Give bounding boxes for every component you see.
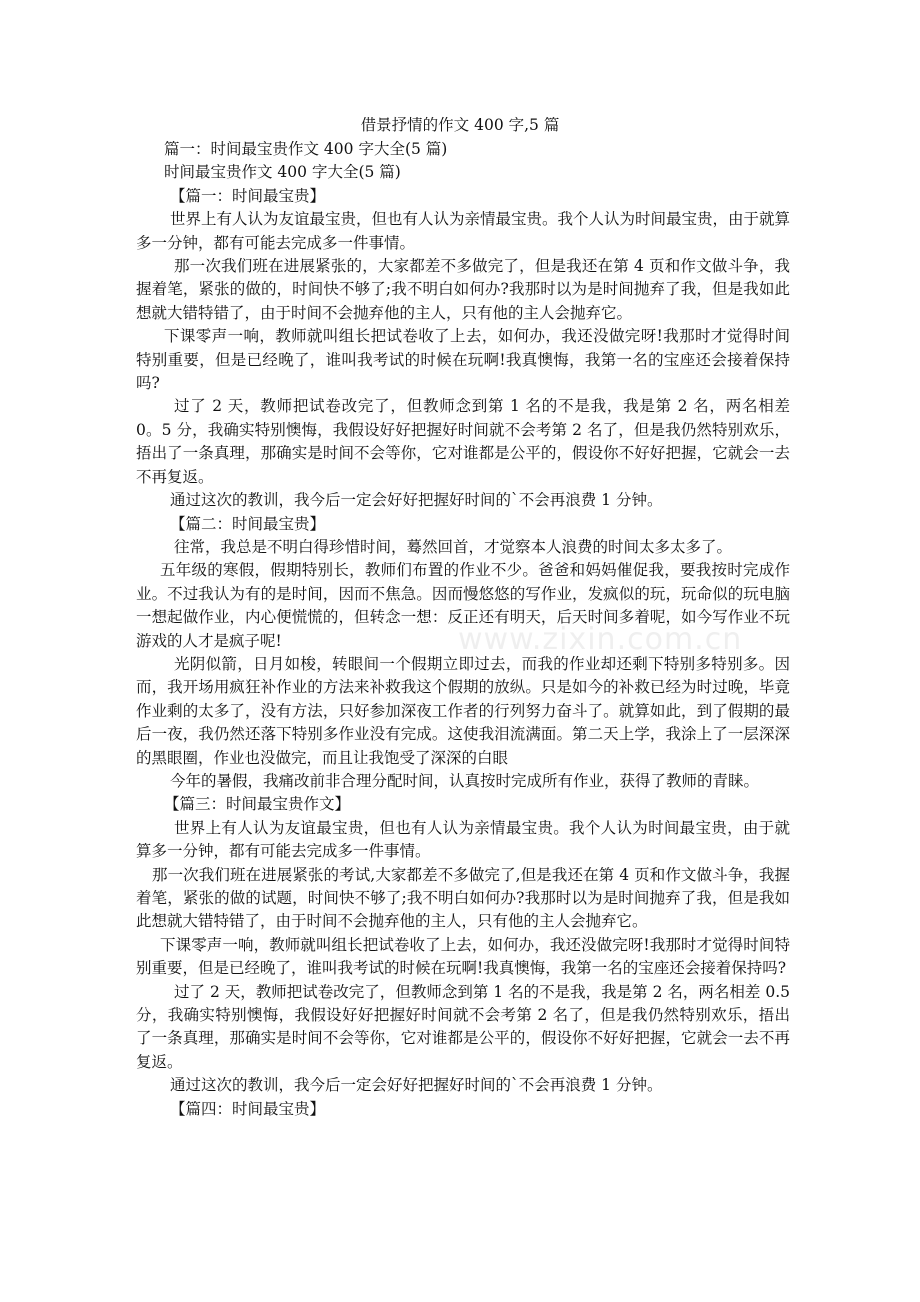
watermark-text: www.zixin.com.cn [458, 622, 743, 657]
section-heading: 篇一：时间最宝贵作文 400 字大全(5 篇) [164, 140, 448, 158]
paragraph: 今年的暑假，我痛改前非合理分配时间，认真按时完成所有作业，获得了教师的青睐。 [170, 771, 760, 790]
paragraph: 通过这次的教训，我今后一定会好好把握好时间的`不会再浪费 1 分钟。 [170, 491, 663, 510]
article-heading: 【篇四：时间最宝贵】 [170, 1099, 326, 1118]
article-heading: 【篇一：时间最宝贵】 [170, 186, 326, 205]
paragraph: 往常，我总是不明白得珍惜时间，蓦然回首，才觉察本人浪费的时间太多太多了。 [174, 537, 733, 556]
paragraph: 那一次我们班在进展紧张的考试,大家都差不多做完了,但是我还在第 4 页和作文做斗争，我握着笔，紧张的做的试题，时间快不够了;我不明白如何办?我那时以为是时间抛弃了我，但是我如此想就大错特错了，由于时间不会抛弃他的主人，只有他的主人会抛弃它。 [136, 865, 790, 931]
article-heading: 【篇二：时间最宝贵】 [170, 514, 326, 533]
paragraph: 下课零声一响，教师就叫组长把试卷收了上去，如何办，我还没做完呀!我那时才觉得时间特别重要，但是已经晚了，谁叫我考试的时候在玩啊!我真懊悔，我第一名的宝座还会接着保持吗? [136, 935, 790, 978]
paragraph: 世界上有人认为友谊最宝贵，但也有人认为亲情最宝贵。我个人认为时间最宝贵，由于就算多一分钟，都有可能去完成多一件事情。 [136, 210, 791, 252]
paragraph: 下课零声一响，教师就叫组长把试卷收了上去，如何办，我还没做完呀!我那时才觉得时间特别重要，但是已经晚了，谁叫我考试的时候在玩啊!我真懊悔，我第一名的宝座还会接着保持吗? [136, 327, 790, 393]
paragraph: 那一次我们班在进展紧张的，大家都差不多做完了，但是我还在第 4 页和作文做斗争，我握着笔，紧张的做的，时间快不够了;我不明白如何办?我那时以为是时间抛弃了我，但是我如此想就大错特错了，由于时间不会抛弃他的主人，只有他的主人会抛弃它。 [136, 257, 790, 322]
paragraph: 五年级的寒假，假期特别长，教师们布置的作业不少。爸爸和妈妈催促我，要我按时完成作业。不过我认为有的是时间，因而不焦急。因而慢悠悠的写作业，发疯似的玩，玩命似的玩电脑一想起做作业，内心便慌慌的，但转念一想：反正还有明天，后天时间多着呢，如今写作业不玩游戏的人才是疯子呢! [136, 561, 790, 650]
section-subheading: 时间最宝贵作文 400 字大全(5 篇) [164, 163, 401, 182]
paragraph: 通过这次的教训，我今后一定会好好把握好时间的`不会再浪费 1 分钟。 [170, 1076, 663, 1095]
paragraph: 过了 2 天，教师把试卷改完了，但教师念到第 1 名的不是我，我是第 2 名，两名相差 0。5 分，我确实特别懊悔，我假设好好把握好时间就不会考第 2 名了，但是我仍然特别欢乐，捂出了一条真理，那确实是时间不会等你，它对谁都是公平的，假设你不好好把握，它就会一去不再复返。 [136, 397, 790, 486]
article-heading: 【篇三：时间最宝贵作文】 [164, 795, 351, 814]
paragraph: 世界上有人认为友谊最宝贵，但也有人认为亲情最宝贵。我个人认为时间最宝贵，由于就算多一分钟，都有可能去完成多一件事情。 [136, 818, 790, 861]
paragraph: 过了 2 天，教师把试卷改完了，但教师念到第 1 名的不是我，我是第 2 名，两名相差 0.5 分，我确实特别懊悔，我假设好好把握好时间就不会考第 2 名了，但是我仍然特别欢乐，捂出了一条真理，那确实是时间不会等你，它对谁都是公平的，假设你不好好把握，它就会一去不再复返。 [136, 982, 790, 1071]
document-title: 借景抒情的作文 400 字,5 篇 [360, 116, 560, 134]
document-body [136, 138, 790, 1121]
paragraph: 光阴似箭，日月如梭，转眼间一个假期立即过去，而我的作业却还剩下特别多特别多。因而，我开场用疯狂补作业的方法来补救我这个假期的放纵。只是如今的补救已经为时过晚，毕竟作业剩的太多了，没有方法，只好参加深夜工作者的行列努力奋斗了。就算如此，到了假期的最后一夜，我仍然还落下特别多作业没有完成。这使我泪流满面。第二天上学，我涂上了一层深深的黑眼圈，作业也没做完，而且让我饱受了深深的白眼 [136, 654, 790, 767]
